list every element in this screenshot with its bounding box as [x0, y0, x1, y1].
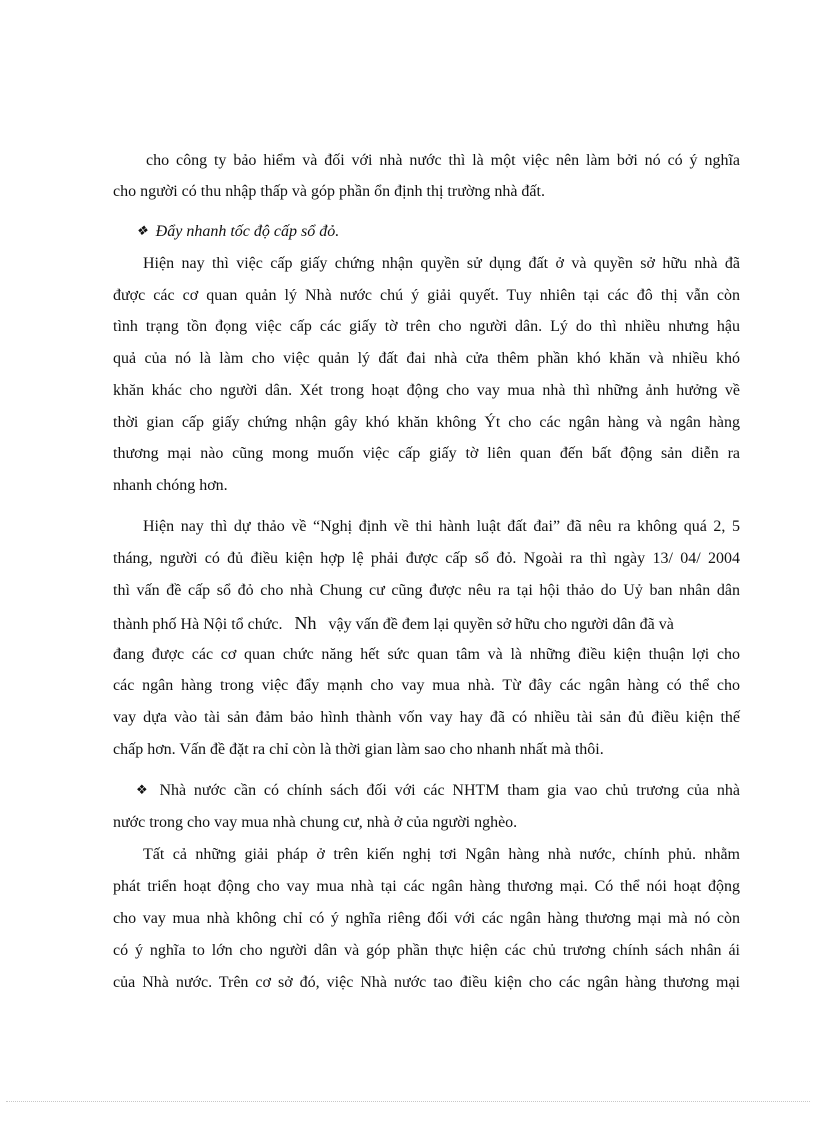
paragraph-line: phát triển hoạt động cho vay mua nhà tại các ngân hàng thương mại. Có thể nói hoạt động [113, 878, 740, 895]
section-heading [136, 780, 740, 802]
paragraph-line: Tất cả những giải pháp ở trên kiến nghị tơi Ngân hàng nhà nước, chính phủ. nhằm [143, 846, 740, 863]
paragraph-line: thì vấn đề cấp sổ đỏ cho nhà Chung cư cũng được nêu ra tại hội thảo do Uỷ ban nhân dân [113, 582, 740, 599]
paragraph-line: vay dựa vào tài sản đảm bảo hình thành vốn vay hay đã có nhiều tài sản đủ điều kiện thế [113, 709, 740, 726]
heading-line: nước trong cho vay mua nhà chung cư, nhà ở của người nghèo. [113, 814, 518, 831]
paragraph-line: khăn khác cho người dân. Xét trong hoạt động cho vay mua nhà thì những ảnh hưởng về [113, 382, 740, 399]
footer-divider [6, 1101, 810, 1102]
line-segment: vậy vấn đề đem lại quyền sở hữu cho người dân đã và [328, 616, 674, 633]
paragraph-line [113, 612, 740, 634]
paragraph-line: các ngân hàng trong việc đẩy mạnh cho vay mua nhà. Từ đây các ngân hàng có thể cho [113, 677, 740, 694]
paragraph-line: đang được các cơ quan chức năng hết sức quan tâm và là những điều kiện thuận lợi cho [113, 646, 740, 663]
diamond-bullet-icon: ❖ [136, 782, 152, 797]
heading-text: Nhà nước cần có chính sách đối với các NHTM tham gia vao chủ trương của nhà [159, 782, 741, 799]
diamond-bullet-icon: ❖ [136, 223, 148, 238]
paragraph-line: quả của nó là làm cho việc quản lý đất đai nhà cửa thêm phần khó khăn và nhiều khó [113, 350, 740, 367]
section-heading [136, 221, 740, 243]
paragraph-line: tình trạng tồn đọng việc cấp các giấy tờ trên cho người dân. Lý do thì nhiều nhưng hậu [113, 318, 740, 335]
paragraph-line: cho người có thu nhập thấp và góp phần ổn định thị trường nhà đất. [113, 183, 545, 200]
paragraph-line: Hiện nay thì việc cấp giấy chứng nhận quyền sử dụng đất ở và quyền sở hữu nhà đã [143, 255, 740, 272]
paragraph-line: được các cơ quan quản lý Nhà nước chú ý giải quyết. Tuy nhiên tại các đô thị vẫn còn [113, 287, 740, 304]
paragraph-line: có ý nghĩa to lớn cho người dân và góp phần thực hiện các chủ trương chính sách nhân ái [113, 942, 740, 959]
paragraph-line: cho công ty bảo hiểm và đối với nhà nước thì là một việc nên làm bởi nó có ý nghĩa [146, 152, 740, 169]
paragraph-line: Hiện nay thì dự thảo về “Nghị định về thi hành luật đất đai” đã nêu ra không quá 2, 5 [143, 518, 740, 535]
heading-text: Đẩy nhanh tốc độ cấp sổ đỏ. [155, 223, 340, 240]
line-segment: Nh [294, 613, 317, 633]
paragraph-line: chấp hơn. Vấn đề đặt ra chỉ còn là thời gian làm sao cho nhanh nhất mà thôi. [113, 741, 604, 758]
paragraph-line: thương mại nào cũng mong muốn việc cấp giấy tờ liên quan đến bất động sản diễn ra [113, 445, 740, 462]
paragraph-line: cho vay mua nhà không chỉ có ý nghĩa riêng đối với các ngân hàng thương mại mà nó còn [113, 910, 740, 927]
paragraph-line: thời gian cấp giấy chứng nhận gây khó khăn không Ýt cho các ngân hàng và ngân hàng [113, 414, 740, 431]
paragraph-line: tháng, người có đủ điều kiện hợp lệ phải được cấp sổ đỏ. Ngoài ra thì ngày 13/ 04/ 2004 [113, 550, 740, 567]
paragraph-line: của Nhà nước. Trên cơ sở đó, việc Nhà nước tao điều kiện cho các ngân hàng thương mại [113, 974, 740, 991]
paragraph-line: nhanh chóng hơn. [113, 477, 228, 494]
line-segment: thành phố Hà Nội tổ chức. [113, 616, 283, 633]
